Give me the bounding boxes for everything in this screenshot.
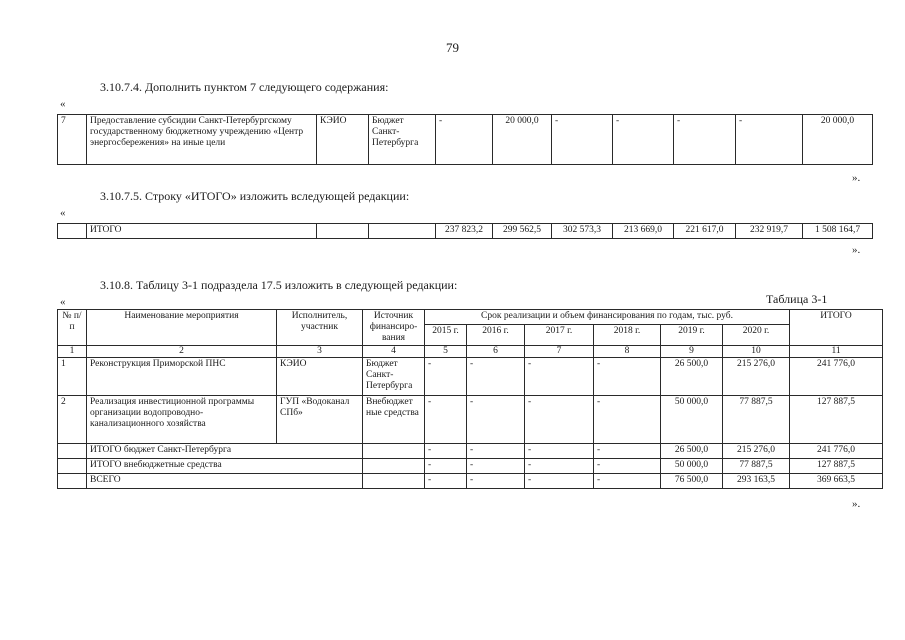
- row-2018: -: [594, 396, 661, 444]
- row-executor: КЭИО: [277, 358, 363, 396]
- col-number: 7: [525, 346, 594, 358]
- itogo-2016: 299 562,5: [493, 224, 552, 239]
- row-source: Бюджет Санкт-Петербурга: [363, 358, 425, 396]
- row-2016: 20 000,0: [493, 115, 552, 165]
- header-executor: Исполнитель, участник: [277, 310, 363, 346]
- header-year-2019: 2019 г.: [661, 324, 723, 345]
- col-number: 2: [87, 346, 277, 358]
- row-name: Предоставление субсидии Санкт-Петербургскому государственному бюджетному учреждению «Центр энергосбережения» на иные цели: [87, 115, 317, 165]
- section-3-10-8-heading: 3.10.8. Таблицу 3-1 подраздела 17.5 изложить в следующей редакции:: [100, 278, 458, 292]
- row-2016: -: [467, 358, 525, 396]
- row-executor: ГУП «Водоканал СПб»: [277, 396, 363, 444]
- close-quote: ».: [852, 244, 861, 256]
- row-source: Внебюджет ные средства: [363, 396, 425, 444]
- col-number: 9: [661, 346, 723, 358]
- open-quote: «: [60, 98, 66, 110]
- row-total: 127 887,5: [790, 396, 883, 444]
- total-label: ИТОГО бюджет Санкт-Петербурга: [87, 444, 363, 459]
- row-2016: -: [467, 396, 525, 444]
- row-2015: -: [425, 358, 467, 396]
- header-year-2017: 2017 г.: [525, 324, 594, 345]
- total-2016: -: [467, 459, 525, 474]
- header-name: Наименование мероприятия: [87, 310, 277, 346]
- itogo-total: 1 508 164,7: [803, 224, 873, 239]
- col-number: 5: [425, 346, 467, 358]
- col-number: 3: [277, 346, 363, 358]
- total-2017: -: [525, 474, 594, 489]
- total-2020: 77 887,5: [723, 459, 790, 474]
- header-year-2018: 2018 г.: [594, 324, 661, 345]
- total-2017: -: [525, 444, 594, 459]
- row-total: 20 000,0: [803, 115, 873, 165]
- total-2015: -: [425, 459, 467, 474]
- close-quote: ».: [852, 172, 861, 184]
- table-3-1: [57, 309, 883, 489]
- row-executor: КЭИО: [317, 115, 369, 165]
- total-sum: 127 887,5: [790, 459, 883, 474]
- table-label: Таблица 3-1: [766, 292, 828, 306]
- total-2018: -: [594, 459, 661, 474]
- total-2018: -: [594, 444, 661, 459]
- row-2020: -: [736, 115, 803, 165]
- total-sum: 369 663,5: [790, 474, 883, 489]
- open-quote: «: [60, 207, 66, 219]
- header-year-2015: 2015 г.: [425, 324, 467, 345]
- header-period: Срок реализации и объем финансирования по годам, тыс. руб.: [425, 310, 790, 325]
- total-2020: 215 276,0: [723, 444, 790, 459]
- col-number: 1: [58, 346, 87, 358]
- total-2016: -: [467, 474, 525, 489]
- itogo-2015: 237 823,2: [436, 224, 493, 239]
- table-itogo-row: [57, 223, 873, 239]
- row-2018: -: [594, 358, 661, 396]
- page-number: 79: [446, 40, 459, 55]
- total-2015: -: [425, 444, 467, 459]
- row-source: Бюджет Санкт-Петербурга: [369, 115, 436, 165]
- total-2019: 26 500,0: [661, 444, 723, 459]
- row-2017: -: [525, 396, 594, 444]
- row-total: 241 776,0: [790, 358, 883, 396]
- row-num: 2: [58, 396, 87, 444]
- col-number: 4: [363, 346, 425, 358]
- itogo-2020: 232 919,7: [736, 224, 803, 239]
- total-2020: 293 163,5: [723, 474, 790, 489]
- col-number: 11: [790, 346, 883, 358]
- itogo-label: ИТОГО: [87, 224, 317, 239]
- open-quote: «: [60, 296, 66, 308]
- header-total: ИТОГО: [790, 310, 883, 346]
- total-label: ВСЕГО: [87, 474, 363, 489]
- row-2019: -: [674, 115, 736, 165]
- col-number: 8: [594, 346, 661, 358]
- total-row: [58, 444, 883, 459]
- row-2018: -: [613, 115, 674, 165]
- col-number: 6: [467, 346, 525, 358]
- row-2015: -: [436, 115, 493, 165]
- row-num: 1: [58, 358, 87, 396]
- row-2017: -: [525, 358, 594, 396]
- total-2019: 50 000,0: [661, 459, 723, 474]
- col-number: 10: [723, 346, 790, 358]
- row-name: Реконструкция Приморской ПНС: [87, 358, 277, 396]
- row-2019: 26 500,0: [661, 358, 723, 396]
- row-name: Реализация инвестиционной программы организации водопроводно-канализационного хозяйства: [87, 396, 277, 444]
- header-year-2016: 2016 г.: [467, 324, 525, 345]
- header-num: № п/п: [58, 310, 87, 346]
- row-2020: 215 276,0: [723, 358, 790, 396]
- total-label: ИТОГО внебюджетные средства: [87, 459, 363, 474]
- total-sum: 241 776,0: [790, 444, 883, 459]
- itogo-2018: 213 669,0: [613, 224, 674, 239]
- total-row: [58, 459, 883, 474]
- total-row: [58, 474, 883, 489]
- table-item-7: [57, 114, 873, 165]
- table-row: [58, 396, 883, 444]
- itogo-2019: 221 617,0: [674, 224, 736, 239]
- row-num: 7: [58, 115, 87, 165]
- total-2017: -: [525, 459, 594, 474]
- table-row: [58, 358, 883, 396]
- row-2020: 77 887,5: [723, 396, 790, 444]
- section-3-10-7-5-heading: 3.10.7.5. Строку «ИТОГО» изложить вследующей редакции:: [100, 189, 410, 203]
- itogo-2017: 302 573,3: [552, 224, 613, 239]
- close-quote: ».: [852, 498, 861, 510]
- section-3-10-7-4-heading: 3.10.7.4. Дополнить пунктом 7 следующего содержания:: [100, 80, 389, 94]
- row-2017: -: [552, 115, 613, 165]
- row-2019: 50 000,0: [661, 396, 723, 444]
- total-2018: -: [594, 474, 661, 489]
- header-year-2020: 2020 г.: [723, 324, 790, 345]
- header-source: Источник финансиро-вания: [363, 310, 425, 346]
- total-2015: -: [425, 474, 467, 489]
- total-2019: 76 500,0: [661, 474, 723, 489]
- total-2016: -: [467, 444, 525, 459]
- row-2015: -: [425, 396, 467, 444]
